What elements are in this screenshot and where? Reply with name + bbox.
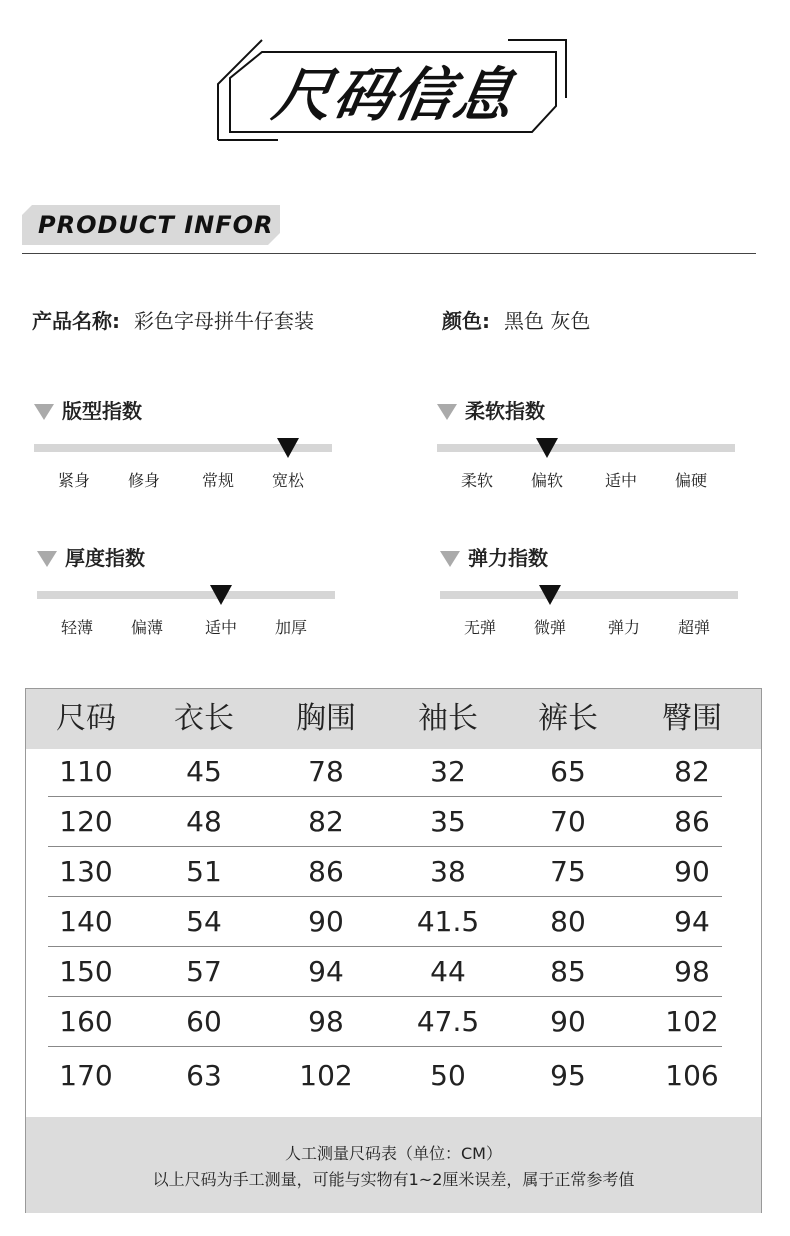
table-cell: 50 [430,1059,466,1092]
column-header: 胸围 [296,701,356,736]
softness-index-marker-icon [536,438,558,458]
fit-index-option: 修身 [127,471,160,490]
column-header: 袖长 [418,701,478,736]
page-title: 尺码信息 [268,61,521,129]
table-cell: 41.5 [416,905,480,938]
elasticity-index-option: 微弹 [533,618,566,637]
table-cell: 54 [186,905,222,938]
table-cell: 130 [59,855,113,888]
column-header: 衣长 [174,701,234,736]
table-cell: 47.5 [416,1005,480,1038]
column-header: 臀围 [662,701,722,736]
table-cell: 38 [430,855,466,888]
table-cell: 110 [59,755,113,788]
table-cell: 45 [186,755,222,788]
table-cell: 70 [550,805,586,838]
product-name-row [32,306,314,336]
softness-index-option: 适中 [604,471,637,490]
thickness-index-option: 适中 [204,618,237,637]
table-row [48,747,722,797]
column-header: 尺码 [56,701,116,736]
table-cell: 86 [674,805,710,838]
table-row [48,947,722,997]
footer-disclaimer: 以上尺码为手工测量，可能与实物有1~2厘米误差，属于正常参考值 [152,1170,635,1189]
table-cell: 94 [674,905,710,938]
table-cell: 160 [59,1005,113,1038]
elasticity-index-option: 弹力 [607,618,640,637]
table-row [48,847,722,897]
section-subtitle: PRODUCT INFOR [38,211,274,239]
elasticity-index-marker-icon [539,585,561,605]
elasticity-index-bar [440,591,738,599]
table-cell: 106 [665,1059,719,1092]
fit-index-marker-icon [277,438,299,458]
product-color-row [442,306,590,336]
table-cell: 102 [665,1005,719,1038]
table-header [26,689,761,749]
product-color-value: 黑色 灰色 [504,309,591,333]
size-table [25,688,762,1213]
softness-index-option: 柔软 [460,471,493,490]
table-row [48,797,722,847]
triangle-down-icon [437,404,457,420]
elasticity-index-scale [440,543,740,653]
table-cell: 170 [59,1059,113,1092]
table-cell: 65 [550,755,586,788]
table-cell: 98 [308,1005,344,1038]
footer-unit-note: 人工测量尺码表（单位：CM） [285,1144,502,1163]
table-cell: 90 [550,1005,586,1038]
softness-index-title: 柔软指数 [465,399,545,423]
fit-index-title: 版型指数 [62,399,142,423]
table-cell: 32 [430,755,466,788]
triangle-down-icon [440,551,460,567]
table-cell: 51 [186,855,222,888]
section-divider [22,253,756,254]
fit-index-option: 常规 [201,471,234,490]
triangle-down-icon [37,551,57,567]
table-row [48,897,722,947]
table-cell: 86 [308,855,344,888]
elasticity-index-title: 弹力指数 [468,546,548,570]
thickness-index-option: 偏薄 [130,618,163,637]
table-cell: 75 [550,855,586,888]
softness-index-bar [437,444,735,452]
table-cell: 102 [299,1059,353,1092]
product-name-label: 产品名称: [32,309,120,333]
product-name-value: 彩色字母拼牛仔套装 [134,309,314,333]
table-cell: 98 [674,955,710,988]
column-header: 裤长 [538,701,598,736]
softness-index-option: 偏硬 [674,471,707,490]
fit-index-option: 紧身 [57,471,90,490]
thickness-index-bar [37,591,335,599]
table-cell: 78 [308,755,344,788]
table-cell: 90 [308,905,344,938]
thickness-index-marker-icon [210,585,232,605]
table-cell: 90 [674,855,710,888]
table-cell: 85 [550,955,586,988]
table-cell: 94 [308,955,344,988]
table-cell: 82 [674,755,710,788]
product-color-label: 颜色: [442,309,490,333]
thickness-index-option: 轻薄 [60,618,93,637]
thickness-index-option: 加厚 [274,618,307,637]
table-cell: 80 [550,905,586,938]
row-divider [48,1046,722,1047]
thickness-index-scale [37,543,337,653]
table-row [48,1051,722,1101]
table-cell: 35 [430,805,466,838]
table-cell: 60 [186,1005,222,1038]
table-cell: 95 [550,1059,586,1092]
fit-index-option: 宽松 [271,471,304,490]
fit-index-scale [34,396,334,506]
table-row [48,997,722,1047]
table-cell: 82 [308,805,344,838]
table-cell: 44 [430,955,466,988]
elasticity-index-option: 无弹 [463,618,496,637]
triangle-down-icon [34,404,54,420]
table-footer [26,1117,761,1213]
table-cell: 57 [186,955,222,988]
softness-index-scale [437,396,737,506]
table-cell: 150 [59,955,113,988]
table-cell: 48 [186,805,222,838]
table-cell: 140 [59,905,113,938]
table-cell: 63 [186,1059,222,1092]
thickness-index-title: 厚度指数 [65,546,145,570]
elasticity-index-option: 超弹 [677,618,710,637]
softness-index-option: 偏软 [530,471,563,490]
table-cell: 120 [59,805,113,838]
